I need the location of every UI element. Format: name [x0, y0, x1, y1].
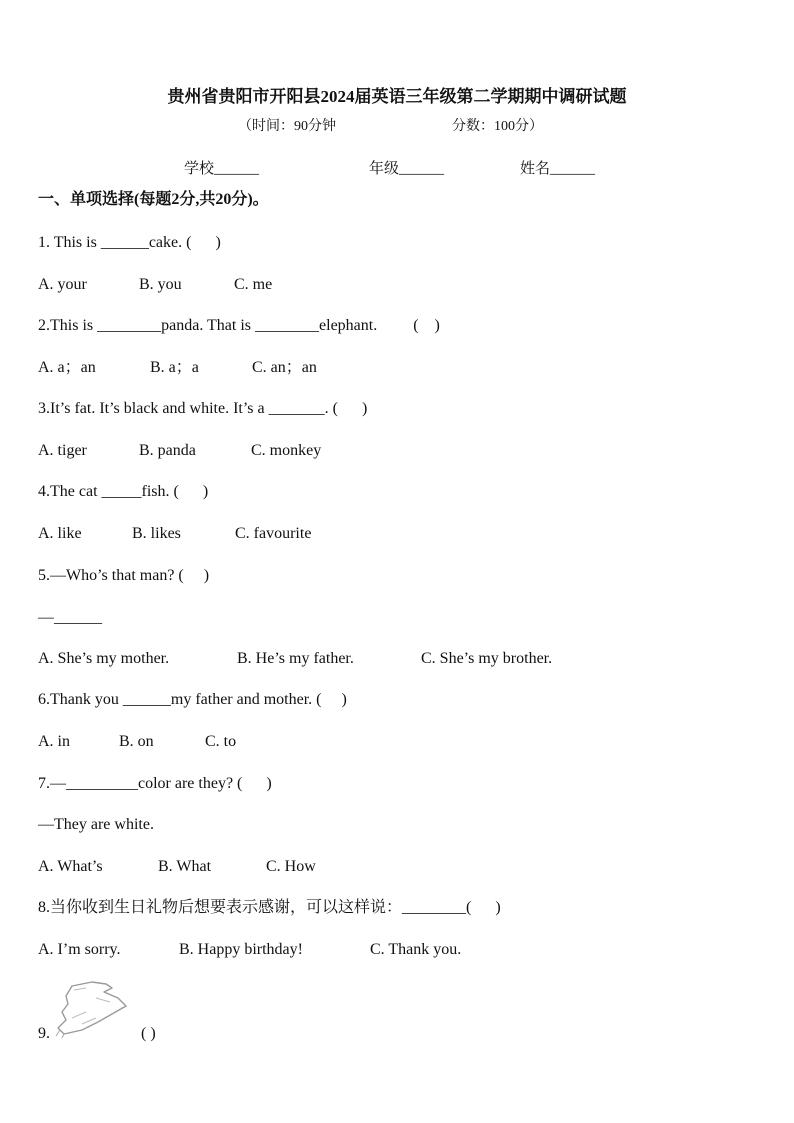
- question-8-stem: 8.当你收到生日礼物后想要表示感谢，可以这样说：________( ): [38, 899, 501, 916]
- q6-option-b: B. on: [119, 733, 154, 750]
- question-7-stem: 7.—_________color are they? ( ): [38, 775, 272, 792]
- q6-option-a: A. in: [38, 733, 70, 750]
- q7-option-a: A. What’s: [38, 858, 103, 875]
- q1-option-c: C. me: [234, 276, 273, 293]
- q4-option-b: B. likes: [132, 525, 181, 542]
- q2-option-b: B. a；a: [150, 359, 199, 376]
- question-9-paren: ( ): [141, 1025, 156, 1042]
- q7-option-c: C. How: [266, 858, 316, 875]
- q8-option-a: A. I’m sorry.: [38, 941, 121, 958]
- question-6-stem: 6.Thank you ______my father and mother. ( ): [38, 691, 347, 708]
- q8-option-b: B. Happy birthday!: [179, 941, 303, 958]
- question-5-answer-line: —______: [38, 609, 102, 626]
- sketch-image: [52, 978, 132, 1038]
- question-1-stem: 1. This is ______cake. ( ): [38, 234, 221, 251]
- q4-option-a: A. like: [38, 525, 82, 542]
- question-4-stem: 4.The cat _____fish. ( ): [38, 483, 209, 500]
- q5-option-a: A. She’s my mother.: [38, 650, 170, 667]
- exam-score: 分数：100分）: [452, 119, 543, 134]
- q3-option-b: B. panda: [139, 442, 196, 459]
- q3-option-c: C. monkey: [251, 442, 322, 459]
- q1-option-a: A. your: [38, 276, 87, 293]
- question-2-stem: 2.This is ________panda. That is ________elephant. ( ): [38, 317, 440, 334]
- q5-option-b: B. He’s my father.: [237, 650, 354, 667]
- q1-option-b: B. you: [139, 276, 182, 293]
- exam-time: （时间：90分钟: [238, 119, 336, 134]
- question-7-answer-line: —They are white.: [38, 816, 154, 833]
- question-3-stem: 3.It’s fat. It’s black and white. It’s a _______. ( ): [38, 400, 368, 417]
- q6-option-c: C. to: [205, 733, 237, 750]
- q8-option-c: C. Thank you.: [370, 941, 462, 958]
- school-field: 学校______: [184, 161, 260, 177]
- grade-field: 年级______: [369, 161, 445, 177]
- q5-option-c: C. She’s my brother.: [421, 650, 553, 667]
- q2-option-c: C. an；an: [252, 359, 317, 376]
- q4-option-c: C. favourite: [235, 525, 312, 542]
- section-heading: 一、单项选择(每题2分,共20分)。: [38, 191, 269, 208]
- page-title: 贵州省贵阳市开阳县2024届英语三年级第二学期期中调研试题: [167, 87, 627, 106]
- question-5-stem: 5.—Who’s that man? ( ): [38, 567, 210, 584]
- q3-option-a: A. tiger: [38, 442, 87, 459]
- q7-option-b: B. What: [158, 858, 212, 875]
- name-field: 姓名______: [520, 161, 596, 177]
- question-9-number: 9.: [38, 1025, 50, 1042]
- q2-option-a: A. a；an: [38, 359, 96, 376]
